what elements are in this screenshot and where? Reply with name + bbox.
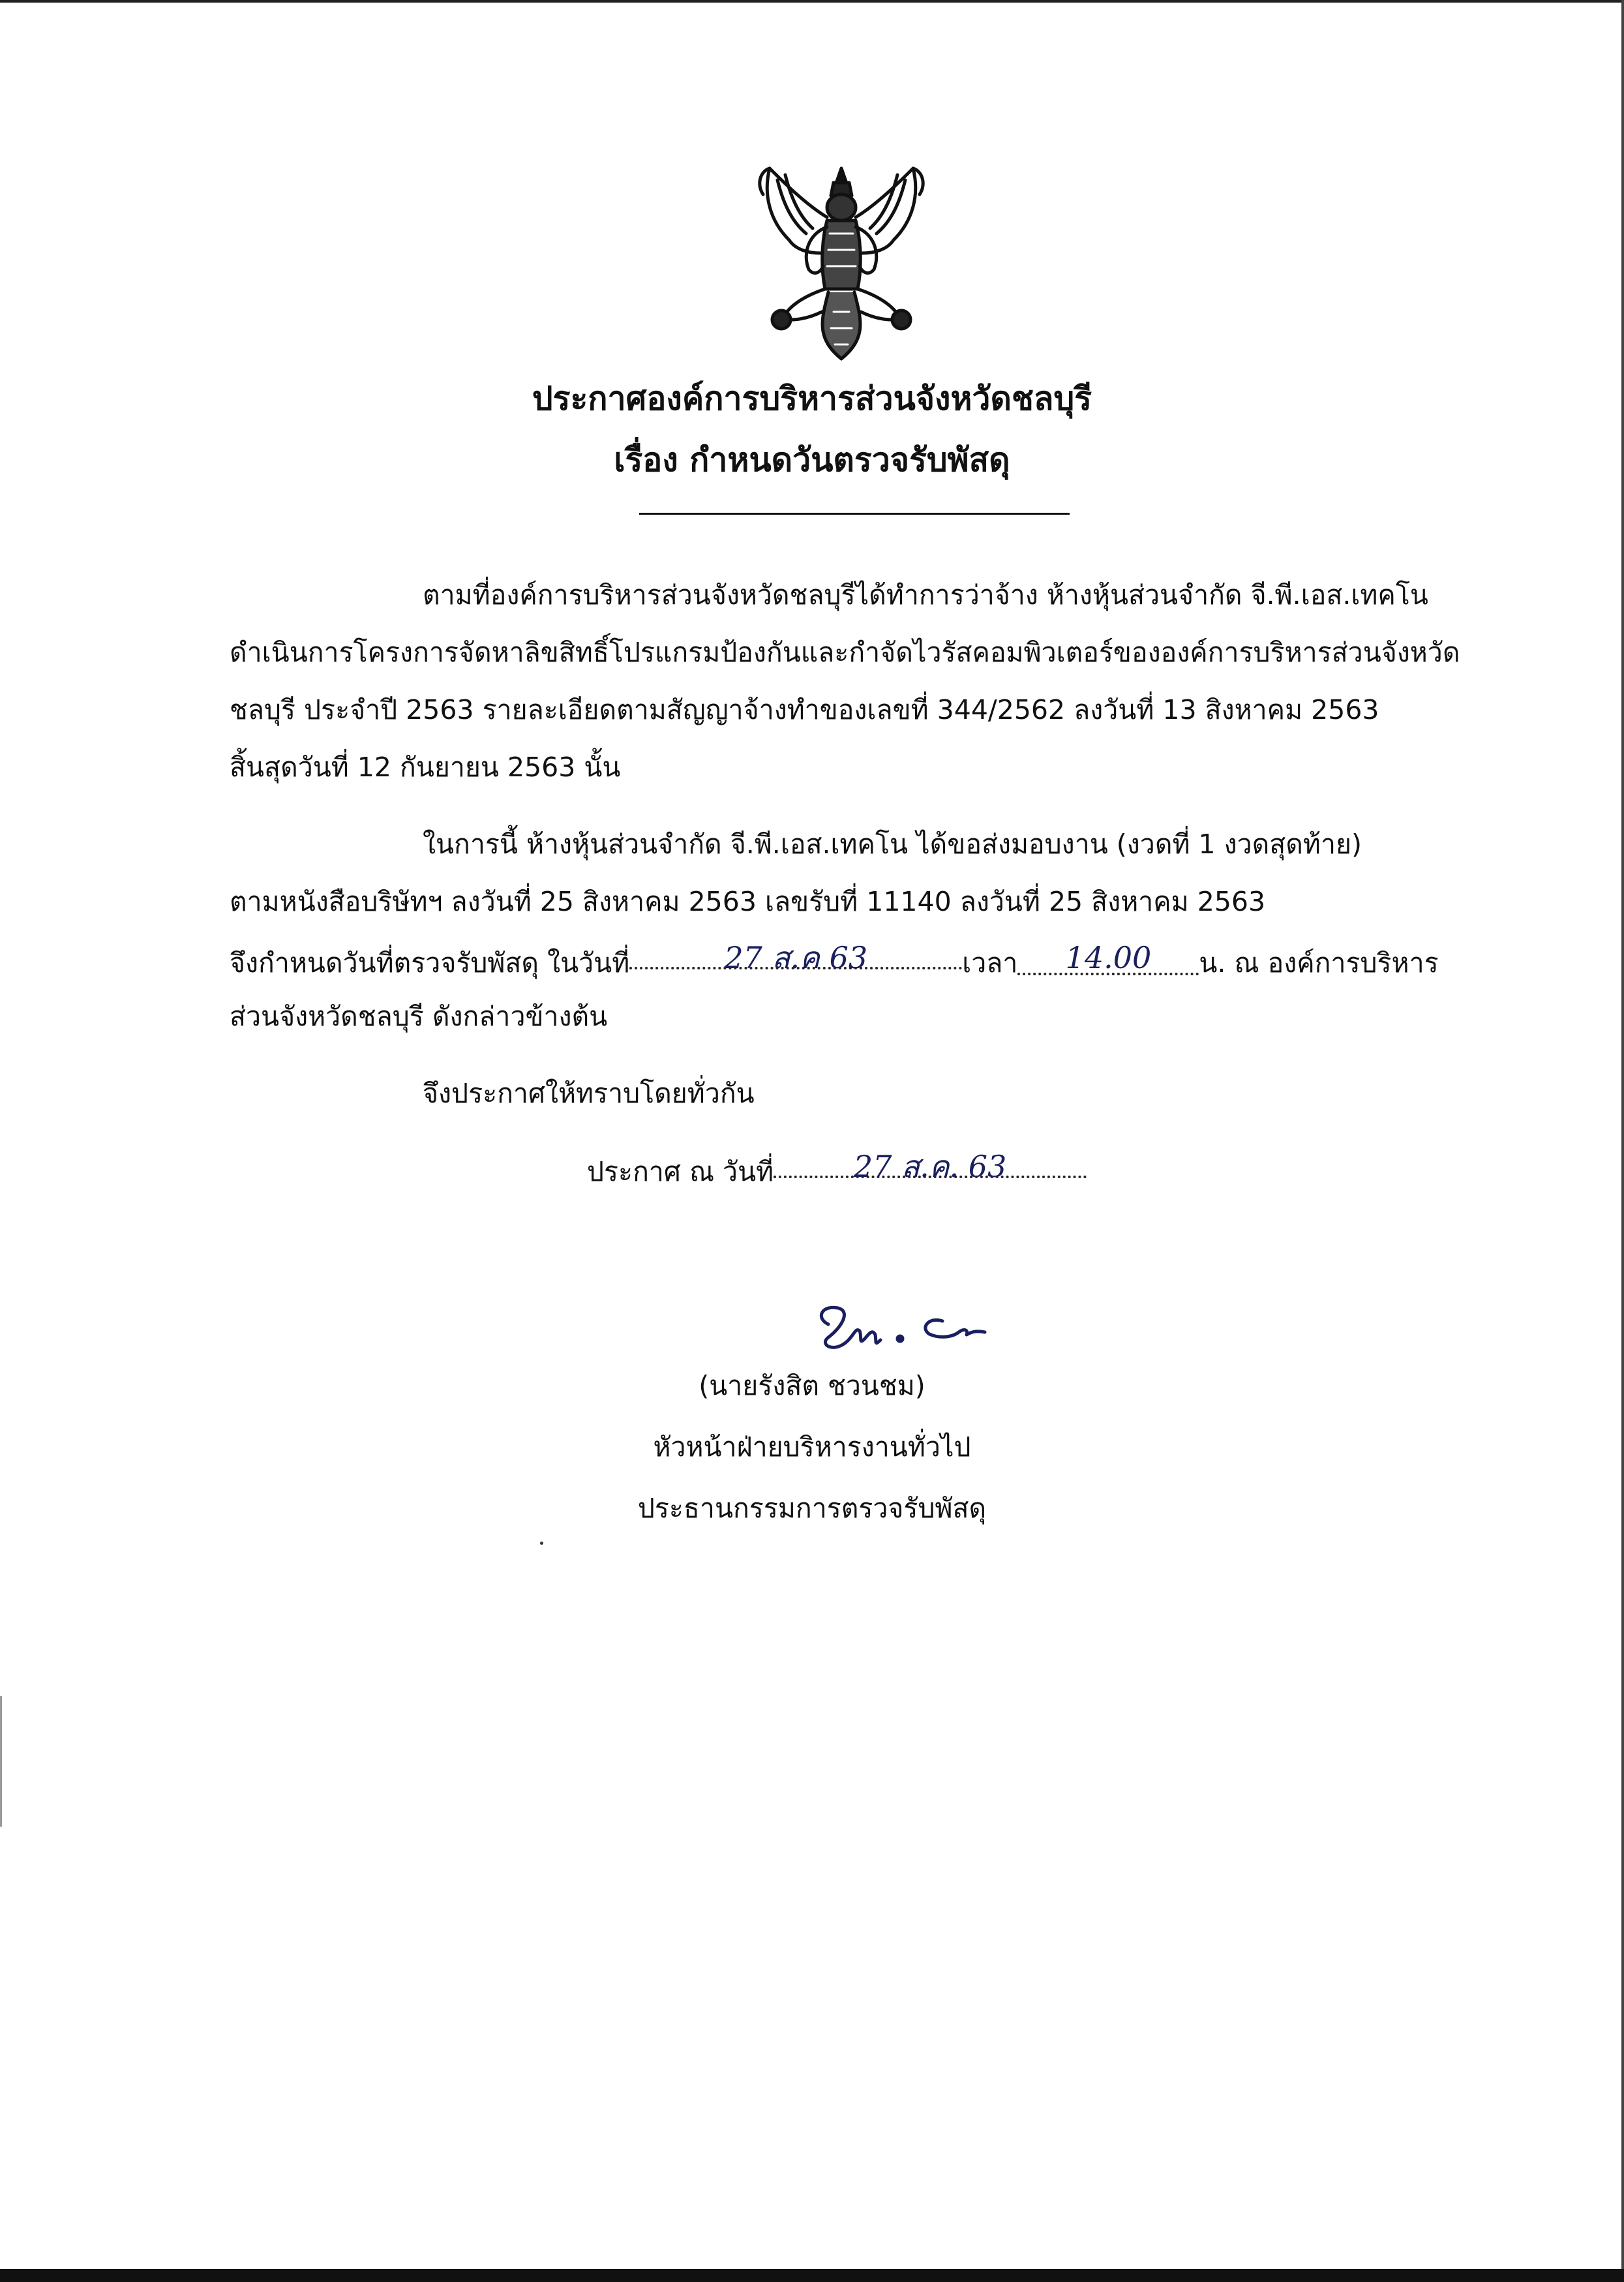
signatory-position: หัวหน้าฝ่ายบริหารงานทั่วไป: [653, 1431, 971, 1463]
signatory-committee-role: ประธานกรรมการตรวจรับพัสดุ: [637, 1493, 987, 1524]
inspection-time-field: [1017, 940, 1199, 975]
signature-icon: [802, 1292, 998, 1370]
inspection-time-handwritten: 14.00: [1065, 940, 1152, 975]
para2-line4: ส่วนจังหวัดชลบุรี ดังกล่าวข้างต้น: [230, 1001, 608, 1032]
scan-edge-right: [1621, 0, 1624, 2282]
stray-mark: [540, 1542, 543, 1545]
para1-line3: ชลบุรี ประจำปี 2563 รายละเอียดตามสัญญาจ้างทำของเลขที่ 344/2562 ลงวันที่ 13 สิงหาคม 2563: [230, 694, 1379, 725]
para1-line1: ตามที่องค์การบริหารส่วนจังหวัดชลบุรีได้ทำการว่าจ้าง ห้างหุ้นส่วนจำกัด จี.พี.เอส.เทคโน: [423, 579, 1428, 611]
closing-statement: จึงประกาศให้ทราบโดยทั่วกัน: [423, 1078, 755, 1109]
inspection-date-handwritten: 27 ส.ค 63: [724, 940, 868, 975]
scan-edge-top: [0, 0, 1624, 3]
para2-line1: ในการนี้ ห้างหุ้นส่วนจำกัด จี.พี.เอส.เทคโน ได้ขอส่งมอบงาน (งวดที่ 1 งวดสุดท้าย): [423, 829, 1362, 860]
para1-line2: ดำเนินการโครงการจัดหาลิขสิทธิ์โปรแกรมป้องกันและกำจัดไวรัสคอมพิวเตอร์ขององค์การบริหารส่วนจังหวัด: [230, 637, 1460, 668]
inspection-place-text: น. ณ องค์การบริหาร: [1199, 947, 1439, 979]
para1-line4: สิ้นสุดวันที่ 12 กันยายน 2563 นั้น: [230, 752, 621, 783]
announce-date-label: ประกาศ ณ วันที่: [587, 1156, 774, 1187]
para2-line3: [230, 938, 1439, 984]
announce-date-line: [587, 1147, 1087, 1193]
announcement-title: ประกาศองค์การบริหารส่วนจังหวัดชลบุรี: [532, 380, 1092, 418]
announce-date-handwritten: 27 ส.ค. 63: [853, 1149, 1007, 1184]
announcement-subject: เรื่อง กำหนดวันตรวจรับพัสดุ: [614, 441, 1010, 479]
scan-edge-left: [0, 1696, 2, 1827]
inspection-date-field: [629, 938, 962, 975]
scan-edge-bottom: [0, 2269, 1624, 2282]
inspection-time-label: เวลา: [962, 947, 1018, 979]
inspection-date-label: จึงกำหนดวันที่ตรวจรับพัสดุ ในวันที่: [230, 947, 630, 979]
para2-line2: ตามหนังสือบริษัทฯ ลงวันที่ 25 สิงหาคม 2563 เลขรับที่ 11140 ลงวันที่ 25 สิงหาคม 2563: [230, 886, 1266, 917]
garuda-emblem-icon: [744, 155, 939, 371]
signatory-name: (นายรังสิต ชวนชม): [699, 1370, 925, 1401]
title-divider: [639, 513, 1070, 515]
announce-date-field: [774, 1147, 1087, 1184]
